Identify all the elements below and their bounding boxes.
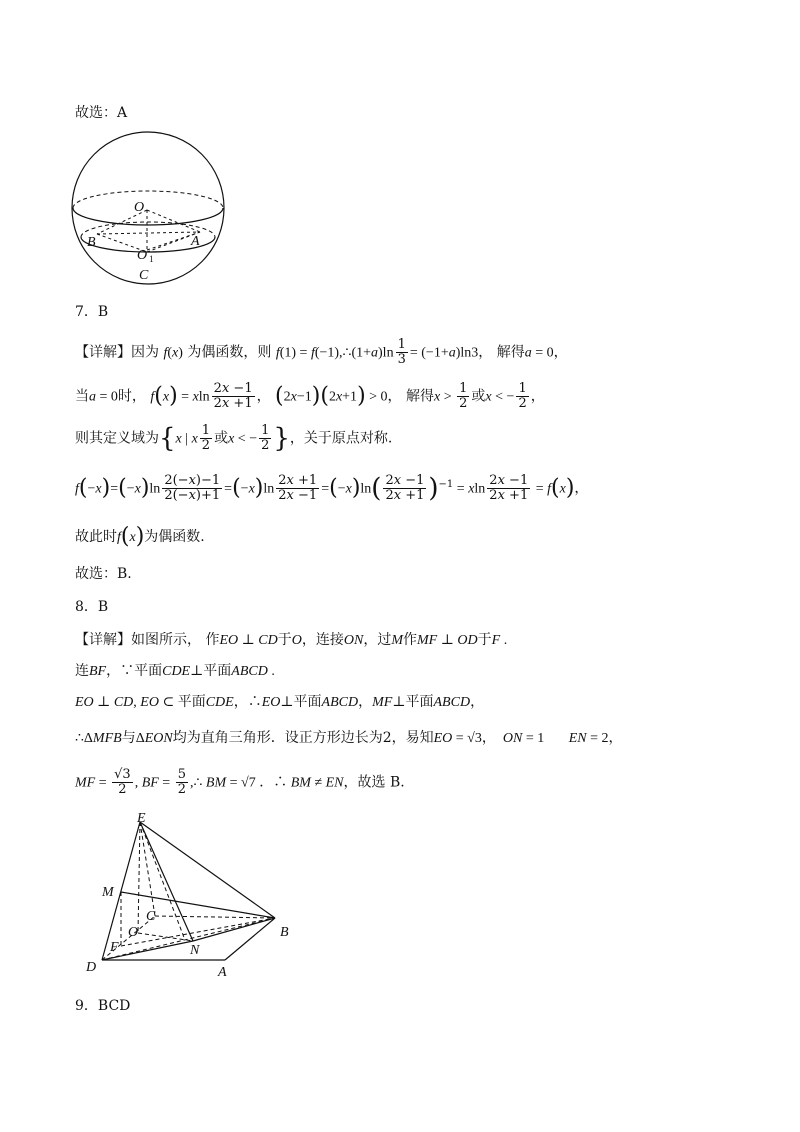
text: ⊥平面 (190, 663, 232, 679)
text: 连 (75, 663, 89, 679)
q7-detail-line-3: 则其定义域为{x | x $\frac{1}{2}$ 或x < − $\frac{1}{2}$ }，关于原点对称. (75, 423, 393, 454)
q7-detail-line-1: 【详解】因为 f(x) 为偶函数，则 f(1) = f(−1),∴(1+a)ln $\frac{1}{3}$ = (−1+a)ln3， 解得a = 0， (75, 337, 568, 367)
text: ⊥平面 (280, 694, 322, 710)
label-B: B (87, 235, 96, 250)
answer-text: 故选：A (75, 105, 128, 121)
label-C: C (146, 909, 156, 924)
text: 解得 (406, 388, 435, 405)
text: 【详解】因为 (75, 344, 159, 361)
text: 时， (117, 388, 146, 405)
q7-conclusion (75, 564, 132, 584)
text: ，故选 B. (343, 774, 405, 791)
text: 于 (277, 632, 292, 648)
question-8-number: 8．B (75, 599, 109, 615)
text: ，∴ (233, 694, 262, 710)
q7-detail-line-5: 故此时f(x)为偶函数. (75, 524, 205, 549)
text: 或 (471, 388, 486, 405)
text: 为偶函数. (144, 529, 205, 545)
text: 与 (121, 730, 136, 746)
label-F: F (110, 940, 119, 955)
text: 均为直角三角形．设正方形边长为2，易知 (172, 730, 434, 746)
text: 于 (477, 632, 492, 648)
text: ，连接 (301, 632, 344, 648)
q8-detail-line-5: MF = $\frac{√3}{2}$ , BF = $\frac{5}{2}$ ,∴ BM = √7 ．∴ BM ≠ EN，故选 B. (75, 767, 405, 797)
label-A: A (218, 965, 227, 980)
pyramid-figure (80, 808, 310, 983)
q8-detail-line-2: 连BF，∵平面CDE⊥平面ABCD . (75, 663, 275, 679)
label-O: O (128, 925, 139, 940)
label-O1-subscript: 1 (149, 254, 154, 264)
text: 当 (75, 388, 89, 405)
label-O: O (134, 200, 145, 215)
q8-detail-line-3: EO ⊥ CD, EO ⊂ 平面CDE，∴EO⊥平面ABCD，MF⊥平面ABCD， (75, 694, 485, 710)
label-C: C (139, 268, 149, 283)
question-7-header (75, 302, 108, 322)
text: 故此时 (75, 529, 117, 545)
text: 或 (214, 430, 229, 447)
label-M: M (102, 885, 114, 900)
q7-detail-line-4: f(−x)=(−x)ln $\frac{2(-x)-1}{2(-x)+1}$ =(−x)ln $\frac{2x +1}{2x -1}$ =(−x)ln( $\frac{2x -1}{2x +1}$ )$^{-1}$ = xln $\frac{2x -1}{2x +1}$ = f(x)， (75, 473, 589, 504)
q8-detail-line-1: 【详解】如图所示， 作EO ⊥ CD于O，连接ON，过M作MF ⊥ OD于F . (75, 632, 508, 648)
question-9-header (75, 996, 130, 1016)
text: ，关于原点对称. (289, 430, 393, 447)
question-7-number: 7．B (75, 304, 109, 320)
text: 【详解】如图所示， 作 (75, 632, 220, 648)
question-8-header (75, 597, 108, 617)
sphere-figure (65, 130, 235, 290)
text: 故选：B. (75, 566, 132, 582)
label-A: A (191, 234, 200, 249)
label-D: D (86, 960, 97, 975)
label-N: N (190, 943, 200, 958)
q7-detail-line-2: 当a = 0时， f(x) = xln $\frac{2x -1}{2x +1}$ ， (2x−1)(2x+1) > 0， 解得x > $\frac{1}{2}$ 或x < − $\frac{1}{2}$ ， (75, 381, 545, 411)
label-B: B (280, 925, 289, 940)
text: ， (358, 694, 373, 710)
text: 解得 (496, 344, 525, 361)
text: ⊥平面 (392, 694, 434, 710)
label-O1: O (137, 248, 148, 263)
text: ，过 (363, 632, 392, 648)
text: ，∵平面 (106, 663, 163, 679)
label-E: E (137, 811, 146, 826)
question-9-number: 9．BCD (75, 998, 131, 1014)
text: 则其定义域为 (75, 430, 159, 447)
text: 平面 (177, 694, 206, 710)
text: 为偶函数，则 (187, 344, 272, 361)
answer-line-6 (75, 103, 127, 123)
q8-detail-line-4: ∴ΔMFB与ΔEON均为直角三角形．设正方形边长为2，易知EO = √3， ON = 1 EN = 2， (75, 730, 623, 746)
text: 作 (403, 632, 417, 648)
